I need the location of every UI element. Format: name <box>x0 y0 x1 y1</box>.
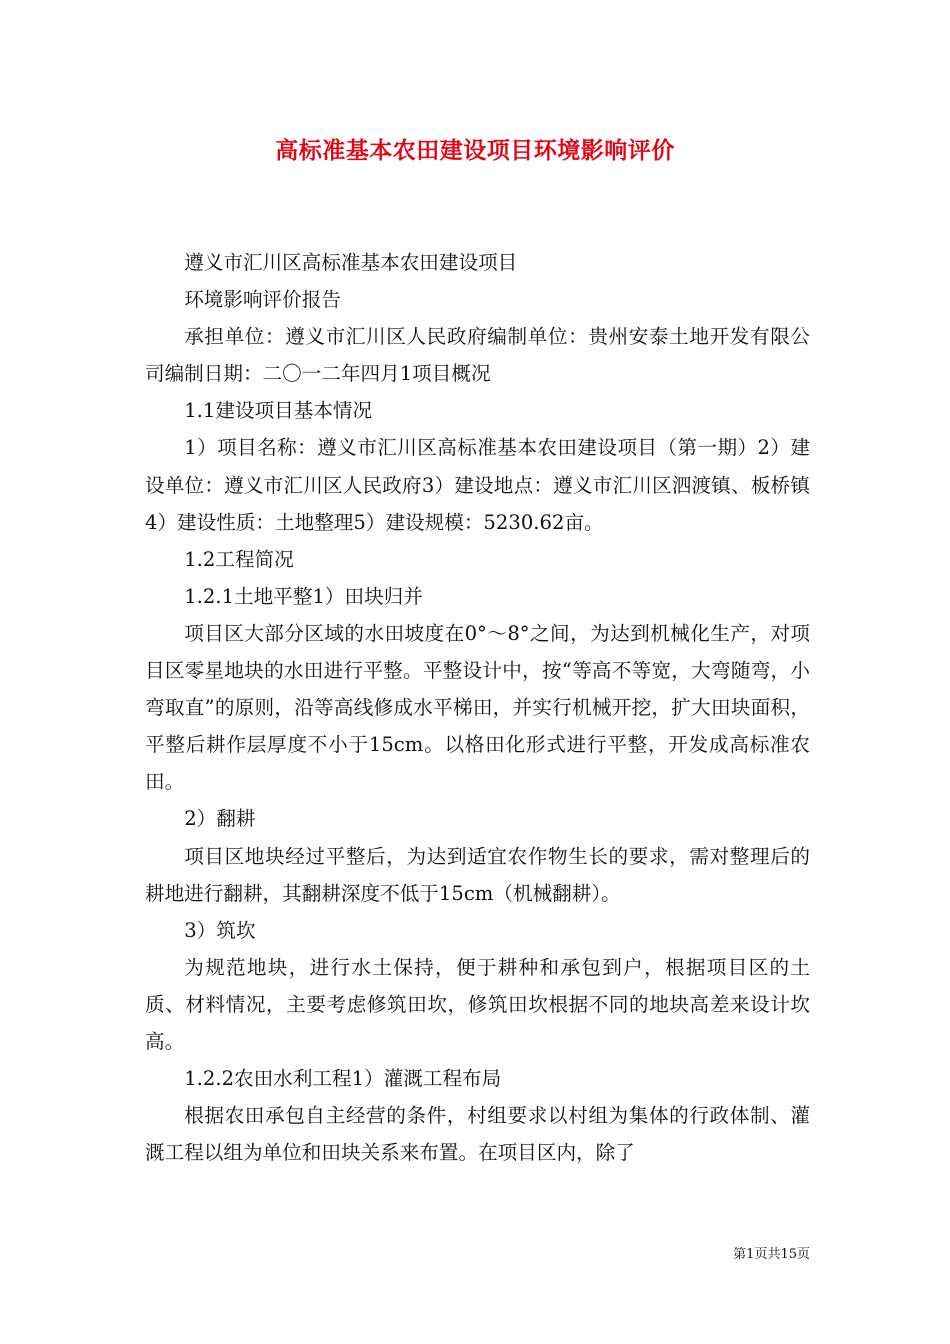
page-number: 第1页共15页 <box>733 1247 810 1262</box>
heading-1-2-2: 1.2.2农田水利工程1）灌溉工程布局 <box>184 1067 502 1091</box>
heading-1-2: 1.2工程简况 <box>184 547 294 571</box>
paragraph-project-name: 遵义市汇川区高标准基本农田建设项目 <box>184 251 518 274</box>
paragraph-irrigation: 根据农田承包自主经营的条件，村组要求以村组为集体的行政体制、灌溉工程以组为单位和田块关系来布置。在项目区内，除了 <box>145 1104 810 1165</box>
paragraph-basic-info: 1）项目名称：遵义市汇川区高标准基本农田建设项目（第一期）2）建设单位：遵义市汇川区人民政府3）建设地点：遵义市汇川区泗渡镇、板桥镇4）建设性质：土地整理5）建设规模：5230.62亩。 <box>145 436 810 534</box>
heading-1-1: 1.1建设项目基本情况 <box>184 399 373 423</box>
heading-ridge: 3）筑坎 <box>184 918 256 942</box>
document-body <box>145 244 810 1171</box>
heading-1-2-1: 1.2.1土地平整1）田块归并 <box>184 584 423 608</box>
paragraph-plowing: 项目区地块经过平整后，为达到适宜农作物生长的要求，需对整理后的耕地进行翻耕，其翻耕深度不低于15cm（机械翻耕）。 <box>145 844 810 905</box>
paragraph-ridge: 为规范地块，进行水土保持，便于耕种和承包到户，根据项目区的土质、材料情况，主要考虑修筑田坎，修筑田坎根据不同的地块高差来设计坎高。 <box>145 955 810 1053</box>
paragraph-units: 承担单位：遵义市汇川区人民政府编制单位：贵州安泰土地开发有限公司编制日期：二〇一二年四月1项目概况 <box>145 325 810 386</box>
heading-plowing: 2）翻耕 <box>184 807 256 831</box>
document-title: 高标准基本农田建设项目环境影响评价 <box>275 137 675 164</box>
paragraph-leveling: 项目区大部分区域的水田坡度在0°～8°之间，为达到机械化生产，对项目区零星地块的水田进行平整。平整设计中，按“等高不等宽，大弯随弯，小弯取直”的原则，沿等高线修成水平梯田，并实行机械开挖，扩大田块面积，平整后耕作层厚度不小于15cm。以格田化形式进行平整，开发成高标准农田。 <box>145 621 810 794</box>
paragraph-report-name: 环境影响评价报告 <box>184 288 341 312</box>
